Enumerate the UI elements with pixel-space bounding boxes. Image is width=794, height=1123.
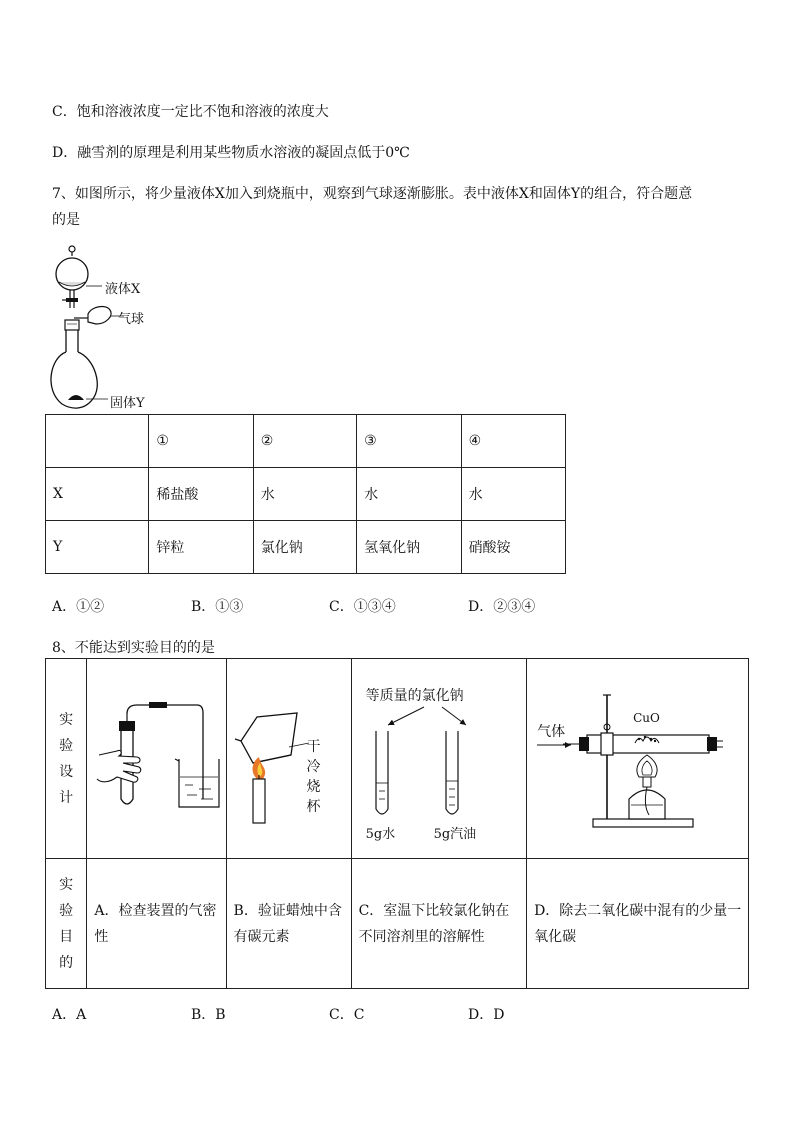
table-cell: 稀盐酸 bbox=[149, 468, 253, 521]
q8-stem: 8、不能达到实验目的的是 bbox=[52, 640, 215, 656]
table-row bbox=[46, 468, 566, 521]
table-cell: X bbox=[46, 468, 149, 521]
q8-option-d[interactable]: D．D bbox=[468, 1007, 505, 1023]
table-cell: 氯化钠 bbox=[253, 521, 356, 574]
q8-design-header-char: 计 bbox=[59, 789, 74, 806]
q8-purpose-header bbox=[46, 859, 87, 989]
q8-fig-b-candle-beaker bbox=[227, 659, 350, 854]
q8-fig-b-cell bbox=[226, 659, 351, 859]
q7-table-header-row bbox=[46, 415, 566, 468]
q8-fig-b-label bbox=[307, 737, 321, 817]
q8-fig-a-cell bbox=[87, 659, 226, 859]
q8-purpose-c: C．室温下比较氯化钠在不同溶剂里的溶解性 bbox=[351, 859, 526, 989]
q8-fig-d-cell bbox=[527, 659, 749, 859]
q7-table-header-cell bbox=[46, 415, 149, 468]
q7-label-balloon: 气球 bbox=[118, 312, 145, 327]
table-cell: 锌粒 bbox=[149, 521, 253, 574]
q7-label-liquid-x: 液体X bbox=[105, 282, 141, 297]
q7-flask-apparatus-figure bbox=[48, 240, 178, 415]
q8-fig-c-cell bbox=[351, 659, 526, 859]
q8-purpose-b: B．验证蜡烛中含有碳元素 bbox=[226, 859, 351, 989]
table-cell: 氢氧化钠 bbox=[357, 521, 461, 574]
q8-fig-b-label-char: 烧 bbox=[306, 779, 321, 795]
q8-fig-b-label-char: 冷 bbox=[306, 759, 321, 775]
q8-fig-d-cuo-label: CuO bbox=[633, 711, 660, 725]
q7-label-solid-y: 固体Y bbox=[110, 396, 145, 411]
q8-design-header-char: 设 bbox=[59, 763, 74, 780]
q8-fig-b-label-char: 干 bbox=[306, 739, 321, 755]
table-cell: 水 bbox=[357, 468, 461, 521]
q7-option-b[interactable]: B．①③ bbox=[191, 599, 244, 615]
q7-option-c[interactable]: C．①③④ bbox=[329, 599, 396, 615]
q6-option-c: C．饱和溶液浓度一定比不饱和溶液的浓度大 bbox=[52, 104, 329, 120]
q8-fig-c-label-top: 等质量的氯化钠 bbox=[365, 688, 464, 704]
q7-option-a[interactable]: A．①② bbox=[52, 599, 105, 615]
q8-purpose-header-char: 验 bbox=[59, 902, 74, 919]
q8-fig-b-label-char: 杯 bbox=[306, 799, 321, 815]
q8-fig-d-cuo-reduction-apparatus bbox=[527, 659, 746, 854]
q8-fig-c-water-label: 5g水 bbox=[365, 827, 396, 842]
q7-table-header-cell: ② bbox=[253, 415, 356, 468]
q7-combination-table bbox=[45, 414, 566, 574]
q7-stem-line2: 的是 bbox=[52, 212, 80, 228]
q8-purpose-a: A．检查装置的气密性 bbox=[87, 859, 226, 989]
q8-design-header bbox=[46, 659, 87, 859]
q8-design-header-char: 验 bbox=[59, 737, 74, 754]
q7-table-header-cell: ③ bbox=[357, 415, 461, 468]
q6-option-d: D．融雪剂的原理是利用某些物质水溶液的凝固点低于0℃ bbox=[52, 145, 410, 161]
table-cell: Y bbox=[46, 521, 149, 574]
q8-design-row bbox=[46, 659, 749, 859]
q8-option-b[interactable]: B．B bbox=[191, 1007, 226, 1023]
q8-fig-d-gas-label: 气体 bbox=[537, 724, 566, 740]
q7-option-d[interactable]: D．②③④ bbox=[468, 599, 536, 615]
q8-purpose-header-char: 实 bbox=[59, 876, 74, 893]
q8-fig-a-airtightness-check bbox=[87, 659, 224, 854]
table-cell: 水 bbox=[461, 468, 565, 521]
q7-stem-line1: 7、如图所示，将少量液体X加入到烧瓶中，观察到气球逐渐膨胀。表中液体X和固体Y的组合，符合题意 bbox=[52, 186, 693, 202]
q8-fig-c-oil-label: 5g汽油 bbox=[433, 827, 477, 842]
q7-table-header-cell: ④ bbox=[461, 415, 565, 468]
q8-purpose-row bbox=[46, 859, 749, 989]
table-row bbox=[46, 521, 566, 574]
q8-purpose-header-char: 的 bbox=[59, 954, 74, 971]
q8-option-c[interactable]: C．C bbox=[329, 1007, 365, 1023]
q7-table-header-cell: ① bbox=[149, 415, 253, 468]
q8-experiment-table bbox=[45, 658, 749, 989]
table-cell: 硝酸铵 bbox=[461, 521, 565, 574]
q8-purpose-d: D．除去二氧化碳中混有的少量一氧化碳 bbox=[527, 859, 749, 989]
table-cell: 水 bbox=[253, 468, 356, 521]
q8-purpose-header-char: 目 bbox=[59, 928, 74, 945]
q8-option-a[interactable]: A．A bbox=[52, 1007, 87, 1023]
q8-design-header-char: 实 bbox=[59, 711, 74, 728]
